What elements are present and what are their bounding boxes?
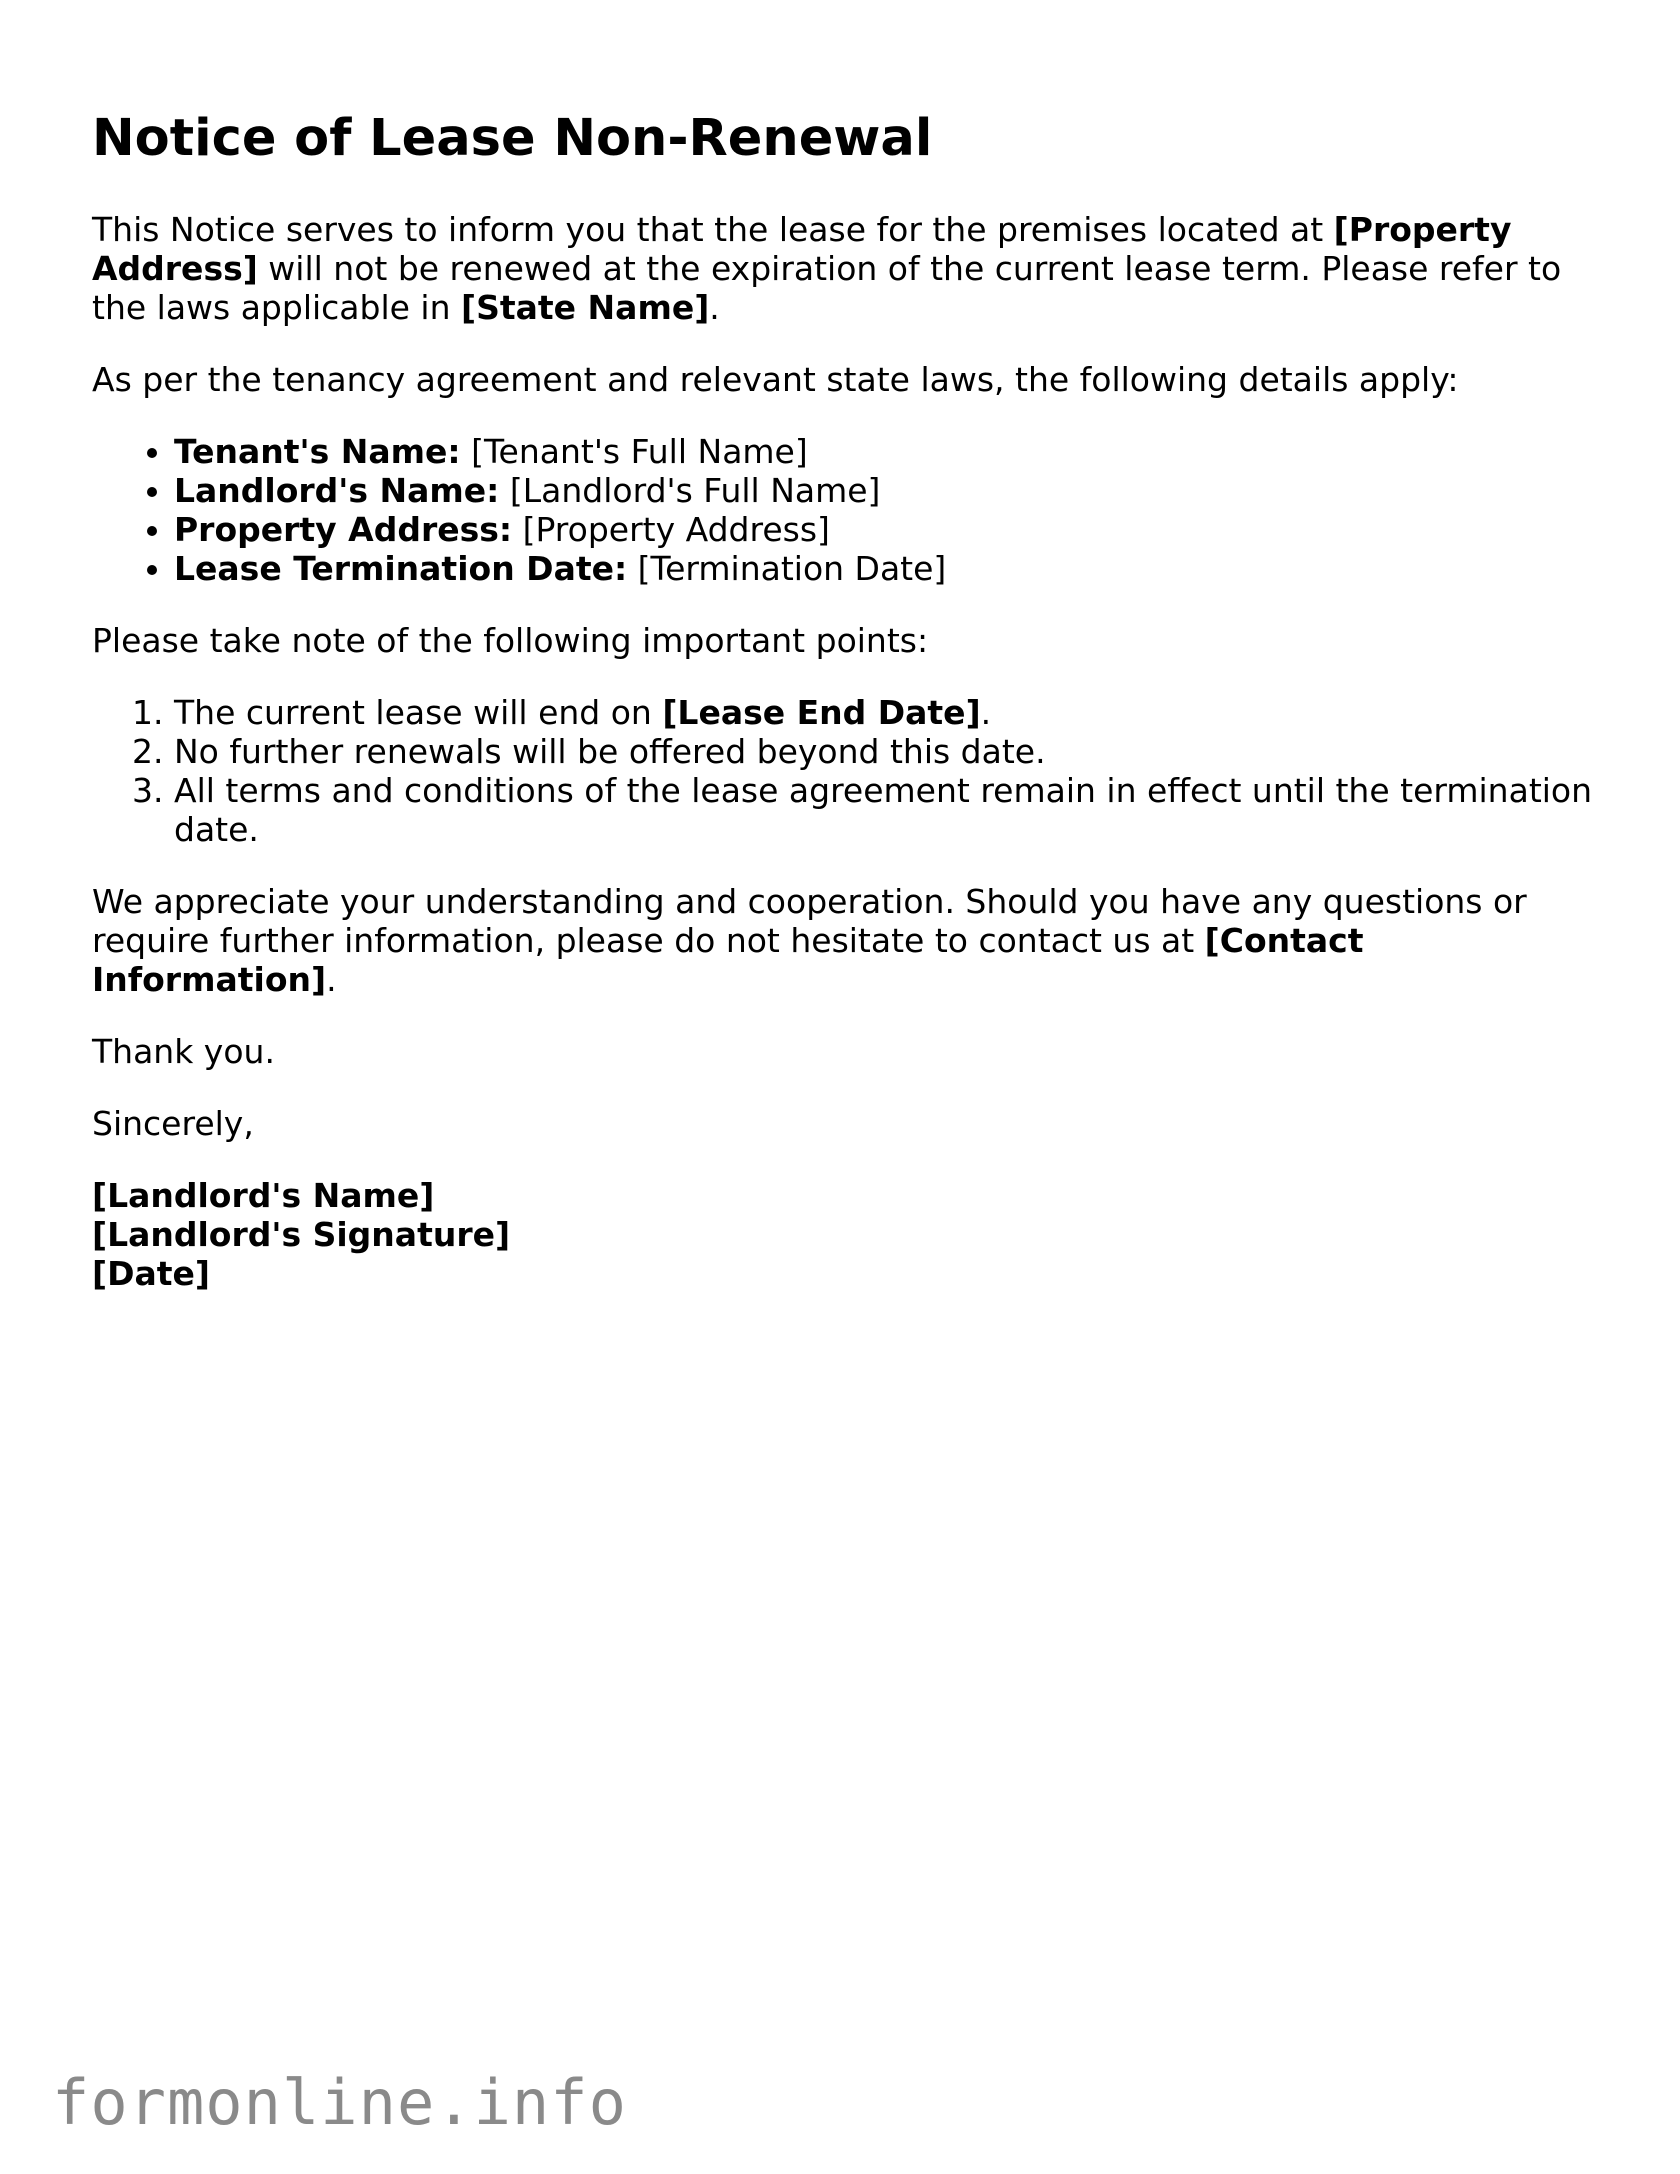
closing-paragraph (92, 882, 1612, 999)
detail-label: Lease Termination Date: (174, 549, 628, 588)
intro-text-2: will not be renewed at the expiration of the current lease term. Please refer to the laws applicable in (92, 249, 1562, 327)
sign-off: Sincerely, (92, 1104, 254, 1143)
closing-text-1: We appreciate your understanding and cooperation. Should you have any questions or require further information, please do not hesitate to contact us at (92, 882, 1527, 960)
lease-end-date-placeholder: [Lease End Date] (662, 693, 981, 732)
watermark: formonline.info (52, 2066, 627, 2139)
detail-item-property (174, 510, 1612, 549)
detail-item-termination-date (174, 549, 1612, 588)
points-intro: Please take note of the following important points: (92, 621, 929, 660)
point-text-end: . (980, 693, 992, 732)
detail-label: Landlord's Name: (174, 471, 500, 510)
date-placeholder: [Date] (92, 1254, 210, 1293)
point-item: 2. No further renewals will be offered beyond this date. (174, 732, 1612, 771)
thanks-line: Thank you. (92, 1032, 275, 1071)
landlord-signature-placeholder: [Landlord's Signature] (92, 1215, 511, 1254)
details-intro: As per the tenancy agreement and relevant state laws, the following details apply: (92, 360, 1459, 399)
document-title: Notice of Lease Non-Renewal (92, 109, 933, 168)
point-text: The current lease will end on (174, 693, 663, 732)
points-list (92, 693, 1612, 849)
detail-value: [Property Address] (512, 510, 830, 549)
detail-item-tenant (174, 432, 1612, 471)
detail-value: [Landlord's Full Name] (499, 471, 881, 510)
closing-text-2: . (326, 960, 337, 999)
detail-item-landlord (174, 471, 1612, 510)
contact-information-placeholder: [Contact Information] (92, 921, 1364, 999)
intro-text-3: . (709, 288, 720, 327)
landlord-name-placeholder: [Landlord's Name] (92, 1176, 435, 1215)
document-page (92, 108, 1612, 1293)
point-item: 3. All terms and conditions of the lease agreement remain in effect until the termination date. (174, 771, 1612, 849)
point-item (174, 693, 1612, 732)
property-address-placeholder: [Property Address] (92, 210, 1512, 288)
detail-value: [Termination Date] (627, 549, 947, 588)
detail-label: Tenant's Name: (174, 432, 461, 471)
detail-label: Property Address: (174, 510, 513, 549)
state-name-placeholder: [State Name] (461, 288, 710, 327)
signature-block (92, 1176, 1612, 1293)
detail-value: [Tenant's Full Name] (460, 432, 808, 471)
intro-paragraph (92, 210, 1612, 327)
details-list (92, 432, 1612, 588)
intro-text-1: This Notice serves to inform you that the lease for the premises located at (92, 210, 1334, 249)
